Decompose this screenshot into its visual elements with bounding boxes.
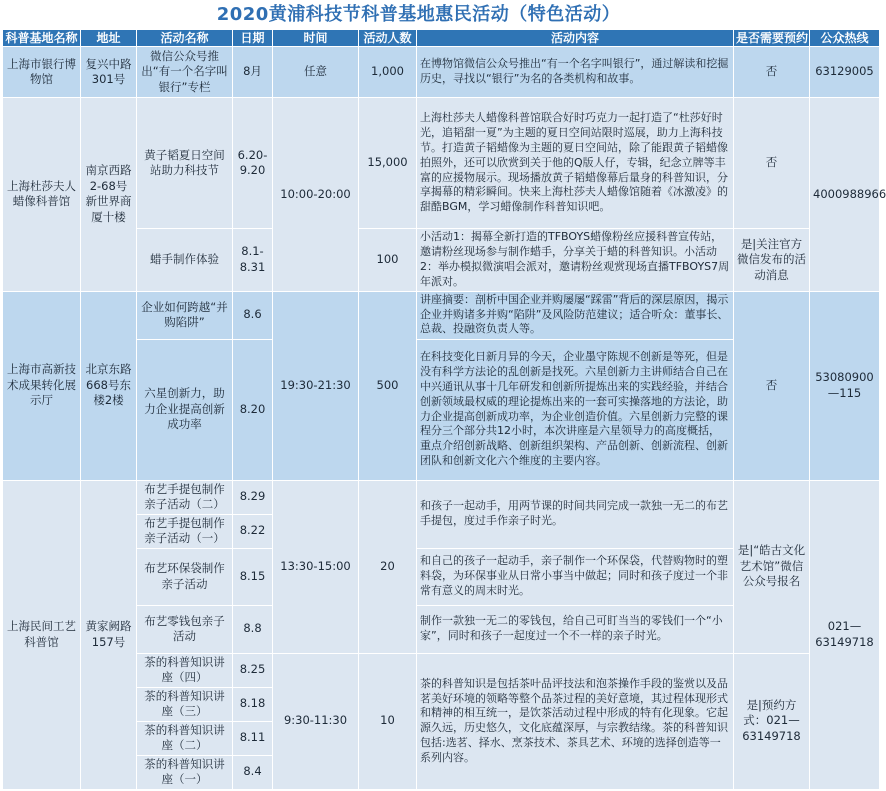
cell-activity-name: 布艺手提包制作亲子活动（二）	[137, 480, 233, 514]
table-row	[3, 47, 880, 98]
cell-activity-name: 六星创新力，助力企业提高创新成功率	[137, 339, 233, 480]
cell-content: 制作一款独一无二的零钱包，给自己可盯当当的零钱们一个“小家”，同时和孩子一起度过一个不一样的亲子时光。	[417, 605, 734, 653]
col-header-base: 科普基地名称	[3, 30, 81, 47]
cell-activity-name: 企业如何跨越“并购陷阱”	[137, 291, 233, 339]
cell-date: 8.11	[233, 721, 273, 755]
cell-content: 和自己的孩子一起动手，亲子制作一个环保袋，代替购物时的塑料袋，为环保事业从日常小事当中做起；同时和孩子度过一个非常有意义的周末时光。	[417, 548, 734, 605]
cell-address: 北京东路668号东楼2楼	[81, 291, 137, 480]
cell-date: 8.6	[233, 291, 273, 339]
cell-base: 上海市银行博物馆	[3, 47, 81, 98]
cell-activity-name: 茶的科普知识讲座（二）	[137, 721, 233, 755]
cell-date: 8.25	[233, 653, 273, 687]
cell-date: 8.15	[233, 548, 273, 605]
cell-address: 复兴中路301号	[81, 47, 137, 98]
cell-address: 南京西路2-68号新世界商厦十楼	[81, 98, 137, 291]
cell-people: 500	[359, 291, 417, 480]
cell-time: 19:30-21:30	[273, 291, 359, 480]
cell-date: 6.20-9.20	[233, 98, 273, 229]
cell-date: 8.8	[233, 605, 273, 653]
table-row	[3, 480, 880, 514]
col-header-activity-name: 活动名称	[137, 30, 233, 47]
cell-date: 8.22	[233, 514, 273, 548]
cell-reserve: 是|关注官方微信发布的活动消息	[734, 229, 810, 291]
cell-content: 茶的科普知识是包括茶叶品评技法和泡茶操作手段的鉴赏以及品茗美好环境的领略等整个品茶过程的美好意境，其过程体现形式和精神的相互统一，是饮茶活动过程中形成的特有化现象。它起源久远，历史悠久，文化底蕴深厚，与宗教结缘。茶的科普知识包括:选茗、择水、烹茶技术、茶具艺术、环境的选择创造等一系列内容。	[417, 653, 734, 789]
cell-hotline: 63129005	[810, 47, 880, 98]
cell-content: 小活动1：揭幕全新打造的TFBOYS蜡像粉丝应援科普宣传站，邀请粉丝现场参与制作蜡手，分享关于蜡的科普知识。小活动2：举办模拟微演唱会派对，邀请粉丝观赏现场直播TFBOYS7周年派对。	[417, 229, 734, 291]
table-header-row	[3, 30, 880, 47]
cell-date: 8月	[233, 47, 273, 98]
cell-activity-name: 微信公众号推出“有一个名字叫银行”专栏	[137, 47, 233, 98]
cell-content: 在博物馆微信公众号推出“有一个名字叫银行”，通过解读和挖掘历史，寻找以“银行”为名的各类机构和故事。	[417, 47, 734, 98]
cell-time: 10:00-20:00	[273, 98, 359, 291]
cell-reserve: 否	[734, 291, 810, 480]
col-header-address: 地址	[81, 30, 137, 47]
cell-hotline: 53080900—115	[810, 291, 880, 480]
cell-base: 上海民间工艺科普馆	[3, 480, 81, 789]
cell-date: 8.20	[233, 339, 273, 480]
col-header-people: 活动人数	[359, 30, 417, 47]
page-title: 2020黄浦科技节科普基地惠民活动（特色活动）	[216, 4, 621, 25]
cell-reserve: 否	[734, 98, 810, 229]
cell-people: 20	[359, 480, 417, 653]
cell-activity-name: 黄子韬夏日空间站助力科技节	[137, 98, 233, 229]
cell-hotline: 021—63149718	[810, 480, 880, 789]
cell-content: 在科技变化日新月异的今天，企业墨守陈规不创新是等死，但是没有科学方法论的乱创新是找死。六星创新力主讲师结合自己在中兴通讯从事十几年研发和创新所提炼出来的实践经验，并结合创新领域最权威的理论提炼出来的一套可实操落地的方法论，助力企业提高创新成功率，为企业创造价值。六星创新力完整的课程分三个部分共12小时，本次讲座是六星领导力的高度概括，重点介绍创新战略、创新组织架构、产品创新、创新流程、创新团队和创新文化六个维度的主要内容。	[417, 339, 734, 480]
col-header-content: 活动内容	[417, 30, 734, 47]
cell-activity-name: 布艺环保袋制作亲子活动	[137, 548, 233, 605]
cell-activity-name: 蜡手制作体验	[137, 229, 233, 291]
cell-date: 8.18	[233, 687, 273, 721]
cell-content: 和孩子一起动手，用两节课的时间共同完成一款独一无二的布艺手提包，度过手作亲子时光。	[417, 480, 734, 548]
cell-activity-name: 布艺手提包制作亲子活动（一）	[137, 514, 233, 548]
cell-activity-name: 茶的科普知识讲座（三）	[137, 687, 233, 721]
cell-people: 15,000	[359, 98, 417, 229]
cell-people: 1,000	[359, 47, 417, 98]
cell-reserve: 是|预约方式：021—63149718	[734, 653, 810, 789]
cell-time: 9:30-11:30	[273, 653, 359, 789]
cell-date: 8.1-8.31	[233, 229, 273, 291]
cell-address: 黄家阙路157号	[81, 480, 137, 789]
activity-table	[2, 29, 886, 790]
cell-activity-name: 茶的科普知识讲座（四）	[137, 653, 233, 687]
col-header-time: 时间	[273, 30, 359, 47]
cell-reserve: 是|“皓古文化艺术馆”微信公众号报名	[734, 480, 810, 653]
cell-date: 8.29	[233, 480, 273, 514]
cell-base: 上海杜莎夫人蜡像科普馆	[3, 98, 81, 291]
cell-activity-name: 布艺零钱包亲子活动	[137, 605, 233, 653]
table-row	[3, 291, 880, 339]
cell-date: 8.4	[233, 755, 273, 789]
table-row	[3, 98, 880, 229]
cell-hotline: 4000988966	[810, 98, 880, 291]
cell-content: 讲座摘要：剖析中国企业并购屡屡“踩雷”背后的深层原因，揭示企业并购诸多并购“陷阱”及风险防范建议；适合听众：董事长、总裁、投融资负责人等。	[417, 291, 734, 339]
cell-people: 100	[359, 229, 417, 291]
cell-activity-name: 茶的科普知识讲座（一）	[137, 755, 233, 789]
cell-time: 任意	[273, 47, 359, 98]
cell-reserve: 否	[734, 47, 810, 98]
cell-people: 10	[359, 653, 417, 789]
col-header-reserve: 是否需要预约	[734, 30, 810, 47]
cell-content: 上海杜莎夫人蜡像科普馆联合好时巧克力一起打造了“杜莎好时光，追韬甜一夏”为主题的夏日空间站限时巡展，助力上海科技节。打造黄子韬蜡像为主题的夏日空间站，除了能跟黄子韬蜡像拍照外，还可以欣赏到关于他的Q版人仔，专辑，纪念立牌等丰富的应援物展示。现场播放黄子韬蜡像幕后量身的科普知识，分享揭幕的精彩瞬间。快来上海杜莎夫人蜡像馆随着《冰激凌》的甜酷BGM，学习蜡像制作科普知识吧。	[417, 98, 734, 229]
col-header-hotline: 公众热线	[810, 30, 880, 47]
col-header-date: 日期	[233, 30, 273, 47]
cell-time: 13:30-15:00	[273, 480, 359, 653]
cell-base: 上海市高新技术成果转化展示厅	[3, 291, 81, 480]
